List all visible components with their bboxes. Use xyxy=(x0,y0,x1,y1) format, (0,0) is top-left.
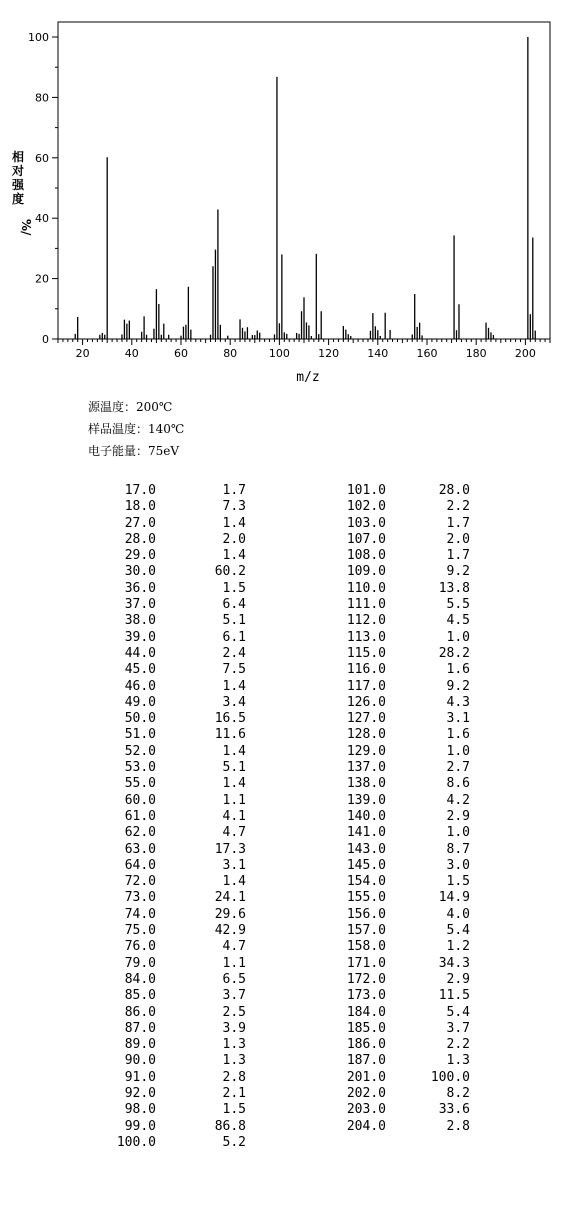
peak-row xyxy=(100,988,246,1004)
y-tick-label: 60 xyxy=(35,151,49,165)
peak-row xyxy=(330,825,470,841)
peak-row xyxy=(330,760,470,776)
intensity-value: 1.7 xyxy=(446,515,470,531)
mz-value: 18.0 xyxy=(124,499,156,515)
x-tick-label: 140 xyxy=(367,347,389,360)
intensity-value: 2.9 xyxy=(446,971,470,987)
mz-value: 91.0 xyxy=(124,1069,156,1085)
peak-row xyxy=(100,1119,246,1135)
intensity-value: 4.2 xyxy=(446,792,470,808)
mz-value: 76.0 xyxy=(124,939,156,955)
peak-row xyxy=(330,1086,470,1102)
peak-row xyxy=(330,581,470,597)
mz-value: 30.0 xyxy=(124,564,156,580)
intensity-value: 28.2 xyxy=(438,645,470,661)
intensity-value: 4.3 xyxy=(446,694,470,710)
intensity-value: 28.0 xyxy=(438,483,470,498)
peak-row xyxy=(330,679,470,695)
intensity-value: 1.1 xyxy=(222,792,246,808)
peak-row xyxy=(330,483,470,499)
intensity-value: 6.4 xyxy=(222,597,246,613)
mz-value: 155.0 xyxy=(346,890,386,906)
peak-row xyxy=(100,499,246,515)
peak-row xyxy=(330,1021,470,1037)
peak-row xyxy=(330,956,470,972)
mz-value: 72.0 xyxy=(124,874,156,890)
intensity-value: 2.7 xyxy=(446,760,470,776)
mz-value: 85.0 xyxy=(124,988,156,1004)
peak-row xyxy=(100,483,246,499)
source-temperature: 源温度：200℃ xyxy=(88,400,173,414)
mz-value: 156.0 xyxy=(346,906,386,922)
mz-value: 79.0 xyxy=(124,955,156,971)
y-axis-label xyxy=(11,149,33,236)
mz-value: 28.0 xyxy=(124,531,156,547)
peak-row xyxy=(330,858,470,874)
mz-value: 29.0 xyxy=(124,548,156,564)
peak-row xyxy=(100,972,246,988)
mz-value: 172.0 xyxy=(346,971,386,987)
peak-row xyxy=(330,548,470,564)
intensity-value: 1.4 xyxy=(222,743,246,759)
peak-row xyxy=(100,907,246,923)
peak-row xyxy=(100,727,246,743)
peak-table-left xyxy=(100,483,246,1151)
mz-value: 92.0 xyxy=(124,1085,156,1101)
peak-row xyxy=(330,646,470,662)
sample-temperature: 样品温度：140℃ xyxy=(88,422,185,436)
intensity-value: 33.6 xyxy=(438,1102,470,1118)
peak-row xyxy=(100,809,246,825)
y-tick-label: 0 xyxy=(42,333,49,346)
peak-row xyxy=(100,695,246,711)
peak-row xyxy=(330,711,470,727)
mz-value: 37.0 xyxy=(124,597,156,613)
intensity-value: 6.5 xyxy=(222,971,246,987)
intensity-value: 4.0 xyxy=(446,906,470,922)
mz-value: 98.0 xyxy=(124,1102,156,1118)
intensity-value: 16.5 xyxy=(214,711,246,727)
peak-row xyxy=(330,842,470,858)
intensity-value: 1.5 xyxy=(222,1102,246,1118)
mz-value: 108.0 xyxy=(346,548,386,564)
peak-row xyxy=(100,532,246,548)
intensity-value: 2.4 xyxy=(222,645,246,661)
mz-value: 55.0 xyxy=(124,776,156,792)
peak-row xyxy=(100,613,246,629)
intensity-value: 4.1 xyxy=(222,808,246,824)
mz-value: 60.0 xyxy=(124,792,156,808)
peak-row xyxy=(100,1053,246,1069)
electron-energy: 电子能量：75eV xyxy=(88,444,180,458)
intensity-value: 2.2 xyxy=(446,499,470,515)
intensity-value: 8.2 xyxy=(446,1085,470,1101)
peak-row xyxy=(330,727,470,743)
mz-value: 61.0 xyxy=(124,808,156,824)
mz-value: 139.0 xyxy=(346,792,386,808)
mz-value: 75.0 xyxy=(124,923,156,939)
intensity-value: 1.6 xyxy=(446,727,470,743)
peak-row xyxy=(330,662,470,678)
mz-value: 140.0 xyxy=(346,808,386,824)
mz-value: 204.0 xyxy=(346,1118,386,1134)
mz-value: 39.0 xyxy=(124,629,156,645)
peak-row xyxy=(100,581,246,597)
peak-row xyxy=(100,1135,246,1151)
peak-row xyxy=(100,776,246,792)
peak-row xyxy=(330,988,470,1004)
y-tick-label: 80 xyxy=(35,91,49,105)
mz-value: 137.0 xyxy=(346,760,386,776)
mz-value: 87.0 xyxy=(124,1020,156,1036)
intensity-value: 2.9 xyxy=(446,808,470,824)
x-axis-ticks xyxy=(58,339,550,360)
intensity-value: 1.0 xyxy=(446,825,470,841)
intensity-value: 100.0 xyxy=(430,1069,470,1085)
peak-row xyxy=(100,1070,246,1086)
peak-row xyxy=(330,939,470,955)
peak-row xyxy=(330,564,470,580)
intensity-value: 4.7 xyxy=(222,825,246,841)
plot-frame xyxy=(58,22,550,339)
mz-value: 128.0 xyxy=(346,727,386,743)
intensity-value: 5.4 xyxy=(446,923,470,939)
intensity-value: 3.7 xyxy=(222,988,246,1004)
y-axis-ticks xyxy=(28,31,58,346)
peak-row xyxy=(330,695,470,711)
intensity-value: 6.1 xyxy=(222,629,246,645)
peak-row xyxy=(100,744,246,760)
mz-value: 187.0 xyxy=(346,1053,386,1069)
peak-row xyxy=(330,1053,470,1069)
mz-value: 36.0 xyxy=(124,580,156,596)
x-tick-label: 120 xyxy=(318,347,340,360)
intensity-value: 2.5 xyxy=(222,1004,246,1020)
peak-row xyxy=(100,630,246,646)
peak-row xyxy=(100,679,246,695)
peak-row xyxy=(100,956,246,972)
mz-value: 116.0 xyxy=(346,662,386,678)
mz-value: 63.0 xyxy=(124,841,156,857)
intensity-value: 1.3 xyxy=(446,1053,470,1069)
mz-value: 86.0 xyxy=(124,1004,156,1020)
mz-value: 157.0 xyxy=(346,923,386,939)
mz-value: 185.0 xyxy=(346,1020,386,1036)
intensity-value: 42.9 xyxy=(214,923,246,939)
intensity-value: 7.3 xyxy=(222,499,246,515)
intensity-value: 1.7 xyxy=(446,548,470,564)
peak-row xyxy=(100,1037,246,1053)
mz-value: 143.0 xyxy=(346,841,386,857)
mz-value: 103.0 xyxy=(346,515,386,531)
intensity-value: 1.4 xyxy=(222,515,246,531)
x-tick-label: 100 xyxy=(268,347,290,360)
intensity-value: 1.0 xyxy=(446,629,470,645)
intensity-value: 4.7 xyxy=(222,939,246,955)
intensity-value: 24.1 xyxy=(214,890,246,906)
peak-row xyxy=(100,711,246,727)
mz-value: 44.0 xyxy=(124,645,156,661)
mz-value: 101.0 xyxy=(346,483,386,498)
mz-value: 154.0 xyxy=(346,874,386,890)
mz-value: 73.0 xyxy=(124,890,156,906)
peak-row xyxy=(100,662,246,678)
intensity-value: 1.4 xyxy=(222,678,246,694)
mz-value: 64.0 xyxy=(124,857,156,873)
intensity-value: 2.2 xyxy=(446,1037,470,1053)
y-label-char: 相 xyxy=(11,150,25,164)
intensity-value: 9.2 xyxy=(446,678,470,694)
instrument-conditions xyxy=(88,396,184,462)
y-tick-label: 20 xyxy=(35,272,49,286)
x-tick-label: 180 xyxy=(465,347,487,360)
mz-value: 102.0 xyxy=(346,499,386,515)
x-tick-label: 80 xyxy=(223,347,238,360)
mz-value: 201.0 xyxy=(346,1069,386,1085)
mz-value: 109.0 xyxy=(346,564,386,580)
intensity-value: 13.8 xyxy=(438,580,470,596)
intensity-value: 3.7 xyxy=(446,1020,470,1036)
intensity-value: 1.2 xyxy=(446,939,470,955)
intensity-value: 5.5 xyxy=(446,597,470,613)
peak-row xyxy=(100,825,246,841)
peak-row xyxy=(330,597,470,613)
y-label-char: 度 xyxy=(11,192,25,206)
peak-row xyxy=(100,1086,246,1102)
peak-table-right xyxy=(330,483,470,1135)
intensity-value: 1.5 xyxy=(446,874,470,890)
mz-value: 138.0 xyxy=(346,776,386,792)
intensity-value: 5.2 xyxy=(222,1134,246,1150)
intensity-value: 34.3 xyxy=(438,955,470,971)
peak-row xyxy=(330,809,470,825)
peak-row xyxy=(330,776,470,792)
mz-value: 112.0 xyxy=(346,613,386,629)
peak-row xyxy=(100,793,246,809)
mz-value: 51.0 xyxy=(124,727,156,743)
peak-row xyxy=(330,1070,470,1086)
peak-row xyxy=(100,646,246,662)
peak-row xyxy=(100,939,246,955)
peak-row xyxy=(330,874,470,890)
y-tick-label: 100 xyxy=(28,31,49,44)
intensity-value: 1.6 xyxy=(446,662,470,678)
mz-value: 186.0 xyxy=(346,1037,386,1053)
mz-value: 50.0 xyxy=(124,711,156,727)
x-tick-label: 40 xyxy=(124,347,139,360)
y-label-char: 对 xyxy=(11,164,25,178)
intensity-value: 2.0 xyxy=(446,531,470,547)
mz-value: 17.0 xyxy=(124,483,156,498)
peak-row xyxy=(330,972,470,988)
mz-value: 184.0 xyxy=(346,1004,386,1020)
peak-row xyxy=(100,1021,246,1037)
peak-row xyxy=(330,1005,470,1021)
intensity-value: 8.7 xyxy=(446,841,470,857)
intensity-value: 3.9 xyxy=(222,1020,246,1036)
intensity-value: 1.0 xyxy=(446,743,470,759)
intensity-value: 3.1 xyxy=(222,857,246,873)
peak-row xyxy=(100,516,246,532)
peak-row xyxy=(100,1102,246,1118)
peak-row xyxy=(100,760,246,776)
mz-value: 127.0 xyxy=(346,711,386,727)
mz-value: 74.0 xyxy=(124,906,156,922)
intensity-value: 1.1 xyxy=(222,955,246,971)
peak-row xyxy=(330,613,470,629)
intensity-value: 11.5 xyxy=(438,988,470,1004)
peak-row xyxy=(330,499,470,515)
peak-row xyxy=(330,793,470,809)
peak-row xyxy=(330,744,470,760)
intensity-value: 17.3 xyxy=(214,841,246,857)
mz-value: 84.0 xyxy=(124,971,156,987)
y-label-char: 强 xyxy=(11,178,25,192)
peak-row xyxy=(330,1037,470,1053)
peak-row xyxy=(330,1119,470,1135)
intensity-value: 7.5 xyxy=(222,662,246,678)
peak-row xyxy=(100,890,246,906)
peak-row xyxy=(330,1102,470,1118)
peak-row xyxy=(100,597,246,613)
mass-spectrum-chart xyxy=(0,0,570,392)
intensity-value: 1.4 xyxy=(222,776,246,792)
intensity-value: 2.1 xyxy=(222,1085,246,1101)
intensity-value: 3.1 xyxy=(446,711,470,727)
peak-row xyxy=(330,907,470,923)
mz-value: 202.0 xyxy=(346,1085,386,1101)
intensity-value: 11.6 xyxy=(214,727,246,743)
mz-value: 45.0 xyxy=(124,662,156,678)
mz-value: 38.0 xyxy=(124,613,156,629)
intensity-value: 2.8 xyxy=(446,1118,470,1134)
intensity-value: 1.4 xyxy=(222,874,246,890)
intensity-value: 1.5 xyxy=(222,580,246,596)
mz-value: 117.0 xyxy=(346,678,386,694)
peak-row xyxy=(100,842,246,858)
mz-value: 115.0 xyxy=(346,645,386,661)
mz-value: 203.0 xyxy=(346,1102,386,1118)
intensity-value: 2.8 xyxy=(222,1069,246,1085)
x-tick-label: 160 xyxy=(416,347,438,360)
intensity-value: 1.3 xyxy=(222,1037,246,1053)
intensity-value: 3.0 xyxy=(446,857,470,873)
intensity-value: 5.1 xyxy=(222,613,246,629)
intensity-value: 1.7 xyxy=(222,483,246,498)
mz-value: 141.0 xyxy=(346,825,386,841)
mz-value: 171.0 xyxy=(346,955,386,971)
mz-value: 129.0 xyxy=(346,743,386,759)
x-tick-label: 60 xyxy=(174,347,188,360)
peak-row xyxy=(330,923,470,939)
mz-value: 107.0 xyxy=(346,531,386,547)
mz-value: 62.0 xyxy=(124,825,156,841)
mz-value: 126.0 xyxy=(346,694,386,710)
peak-row xyxy=(100,858,246,874)
mz-value: 49.0 xyxy=(124,694,156,710)
intensity-value: 9.2 xyxy=(446,564,470,580)
mz-value: 99.0 xyxy=(124,1118,156,1134)
peak-row xyxy=(100,1005,246,1021)
mz-value: 100.0 xyxy=(116,1134,156,1150)
mz-value: 89.0 xyxy=(124,1037,156,1053)
intensity-value: 60.2 xyxy=(214,564,246,580)
mz-value: 110.0 xyxy=(346,580,386,596)
peak-row xyxy=(330,890,470,906)
peak-row xyxy=(100,548,246,564)
spectrum-peaks xyxy=(75,37,535,339)
intensity-value: 1.4 xyxy=(222,548,246,564)
peak-row xyxy=(330,532,470,548)
intensity-value: 3.4 xyxy=(222,694,246,710)
intensity-value: 5.1 xyxy=(222,760,246,776)
intensity-value: 29.6 xyxy=(214,906,246,922)
x-tick-label: 20 xyxy=(75,347,90,360)
peak-row xyxy=(100,564,246,580)
intensity-value: 1.3 xyxy=(222,1053,246,1069)
mz-value: 53.0 xyxy=(124,760,156,776)
peak-row xyxy=(330,516,470,532)
mz-value: 27.0 xyxy=(124,515,156,531)
intensity-value: 4.5 xyxy=(446,613,470,629)
intensity-value: 8.6 xyxy=(446,776,470,792)
x-tick-label: 200 xyxy=(514,347,536,360)
mz-value: 173.0 xyxy=(346,988,386,1004)
peak-row xyxy=(330,630,470,646)
mz-value: 46.0 xyxy=(124,678,156,694)
intensity-value: 5.4 xyxy=(446,1004,470,1020)
mz-value: 90.0 xyxy=(124,1053,156,1069)
peak-row xyxy=(100,874,246,890)
mz-value: 145.0 xyxy=(346,857,386,873)
mz-value: 113.0 xyxy=(346,629,386,645)
intensity-value: 14.9 xyxy=(438,890,470,906)
y-tick-label: 40 xyxy=(35,212,49,226)
mz-value: 52.0 xyxy=(124,743,156,759)
peak-row xyxy=(100,923,246,939)
mz-value: 111.0 xyxy=(346,597,386,613)
mz-value: 158.0 xyxy=(346,939,386,955)
intensity-value: 86.8 xyxy=(214,1118,246,1134)
y-label-unit: %/ xyxy=(19,219,33,236)
intensity-value: 2.0 xyxy=(222,531,246,547)
x-axis-label: m/z xyxy=(296,370,320,385)
